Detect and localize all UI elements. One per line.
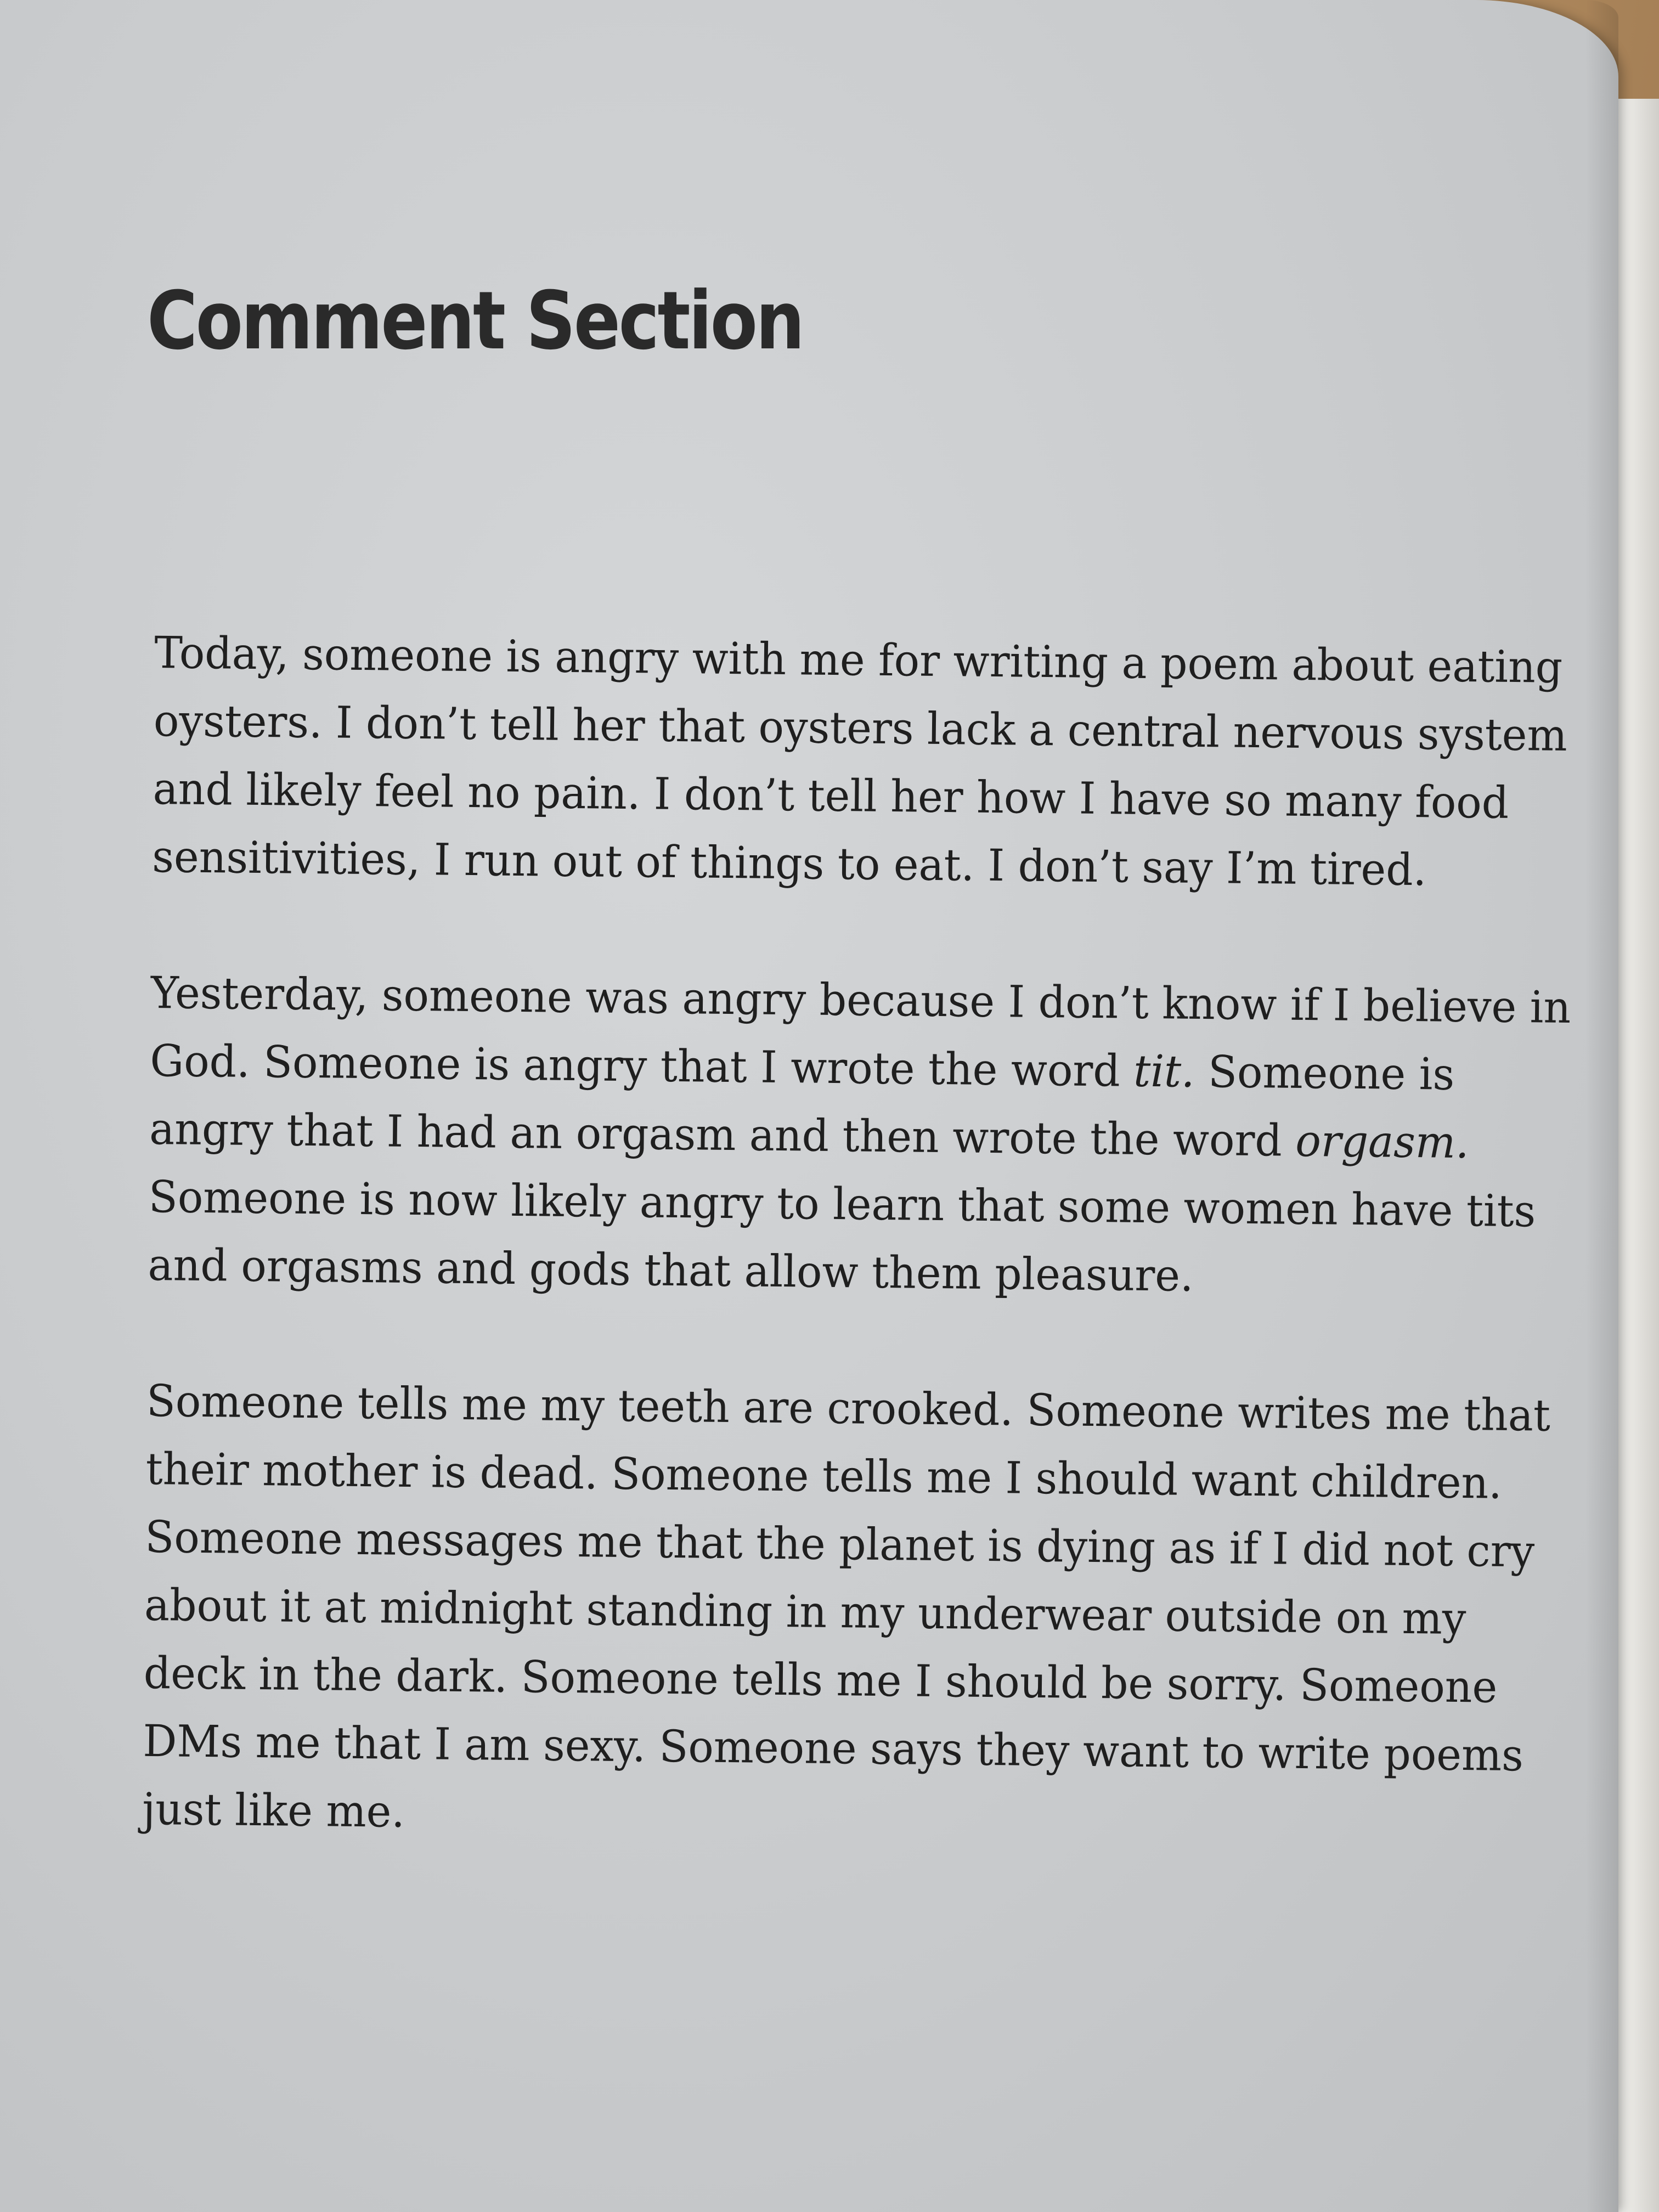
text-line — [152, 823, 1434, 904]
text-line — [150, 1027, 1455, 1108]
page-title: Comment Section — [147, 274, 803, 368]
line-segment: and likely feel no pain. I don’t tell her how I have so many food — [153, 763, 1509, 828]
line-segment: Someone is now likely angry to learn that some women have tits — [148, 1171, 1536, 1237]
line-segment: God. Someone is angry that I wrote the word — [150, 1035, 1134, 1097]
text-line — [143, 1639, 1498, 1720]
italic-word: tit. — [1133, 1045, 1195, 1097]
line-segment: Someone messages me that the planet is dying as if I did not cry — [144, 1511, 1535, 1577]
paragraph — [142, 1367, 1551, 1857]
text-line — [144, 1571, 1466, 1652]
paragraph — [151, 619, 1568, 904]
text-line — [148, 1163, 1536, 1244]
line-segment: Yesterday, someone was angry because I don’t know if I believe in — [150, 967, 1571, 1034]
line-segment: just like me. — [142, 1783, 405, 1837]
italic-word: orgasm. — [1295, 1115, 1470, 1169]
line-segment: Someone is — [1194, 1046, 1455, 1100]
paragraph — [148, 959, 1571, 1312]
page-curl-shadow — [1585, 0, 1618, 2212]
line-segment: their mother is dead. Someone tells me I should want children. — [145, 1443, 1503, 1509]
poem-body — [141, 619, 1571, 1925]
text-line — [153, 687, 1568, 768]
text-line — [148, 1231, 1429, 1312]
text-line — [144, 1503, 1535, 1584]
text-line — [145, 1435, 1503, 1516]
text-line — [153, 755, 1509, 836]
line-segment: Today, someone is angry with me for writing a poem about eating — [154, 627, 1563, 693]
line-segment: about it at midnight standing in my underwear outside on my — [144, 1579, 1466, 1645]
line-segment: sensitivities, I run out of things to eat. I don’t say I’m tired. — [151, 831, 1427, 896]
text-line — [143, 1707, 1524, 1788]
line-segment: deck in the dark. Someone tells me I should be sorry. Someone — [143, 1647, 1498, 1713]
line-segment: Someone tells me my teeth are crooked. Someone writes me that — [146, 1375, 1551, 1441]
text-line — [146, 1367, 1551, 1448]
text-line — [154, 619, 1563, 700]
line-segment: and orgasms and gods that allow them pleasure. — [148, 1239, 1194, 1301]
text-line — [149, 1095, 1470, 1176]
line-segment: angry that I had an orgasm and then wrote the word — [149, 1103, 1296, 1166]
text-line — [150, 959, 1571, 1040]
text-line — [142, 1775, 1424, 1857]
line-segment: oysters. I don’t tell her that oysters lack a central nervous system — [153, 695, 1568, 761]
line-segment: DMs me that I am sexy. Someone says they want to write poems — [143, 1715, 1524, 1781]
